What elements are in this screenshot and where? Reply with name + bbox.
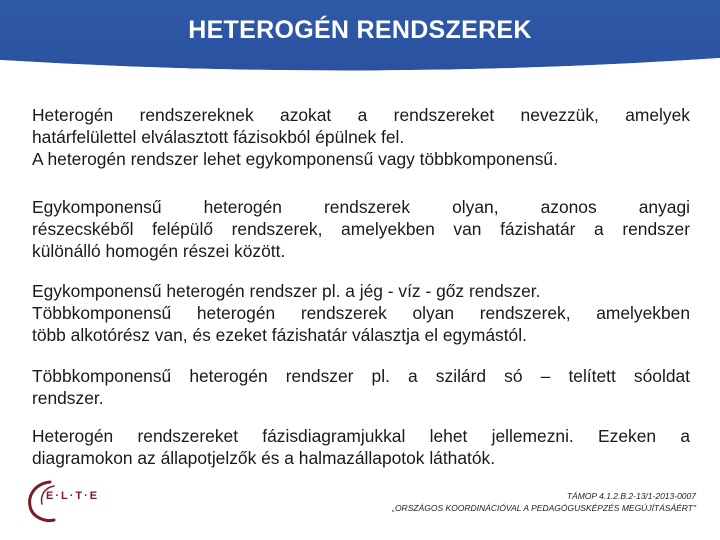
- text-line: rendszer.: [32, 388, 104, 408]
- project-name: „ORSZÁGOS KOORDINÁCIÓVAL A PEDAGÓGUSKÉPZÉS MEGÚJÍTÁSÁÉRT": [392, 503, 696, 513]
- text-line: Heterogén rendszereknek azokat a rendszereket nevezzük, amelyek: [32, 105, 690, 125]
- project-footer: [392, 490, 696, 514]
- elte-logo-text: E·L·T·E: [46, 490, 100, 502]
- project-code: TÁMOP 4.1.2.B.2-13/1-2013-0007: [566, 491, 696, 501]
- paragraph-examples: [32, 280, 690, 346]
- page-title: HETEROGÉN RENDSZEREK: [188, 16, 532, 44]
- text-line: részecskéből felépülő rendszerek, amelyekben van fázishatár a rendszer: [32, 219, 690, 239]
- text-line: diagramokon az állapotjelzők és a halmazállapotok láthatók.: [32, 448, 496, 468]
- text-line: Egykomponensű heterogén rendszer pl. a jég - víz - gőz rendszer.: [32, 281, 541, 301]
- text-line: Heterogén rendszereket fázisdiagramjukkal lehet jellemezni. Ezeken a: [32, 426, 690, 446]
- title-banner: [0, 0, 720, 82]
- text-line: határfelülettel elválasztott fázisokból épülnek fel.: [32, 127, 405, 147]
- paragraph-definition: [32, 104, 690, 170]
- text-line: különálló homogén részei között.: [32, 241, 286, 261]
- text-line: A heterogén rendszer lehet egykomponensű vagy többkomponensű.: [32, 149, 558, 169]
- paragraph-multi-example: [32, 365, 690, 409]
- paragraph-phase-diagram: [32, 425, 690, 469]
- text-line: Többkomponensű heterogén rendszer pl. a szilárd só – telített sóoldat: [32, 366, 690, 386]
- text-line: Egykomponensű heterogén rendszerek olyan, azonos anyagi: [32, 197, 690, 217]
- paragraph-one-component: [32, 196, 690, 262]
- text-line: Többkomponensű heterogén rendszerek olyan rendszerek, amelyekben: [32, 303, 690, 323]
- text-line: több alkotórész van, és ezeket fázishatár választja el egymástól.: [32, 325, 527, 345]
